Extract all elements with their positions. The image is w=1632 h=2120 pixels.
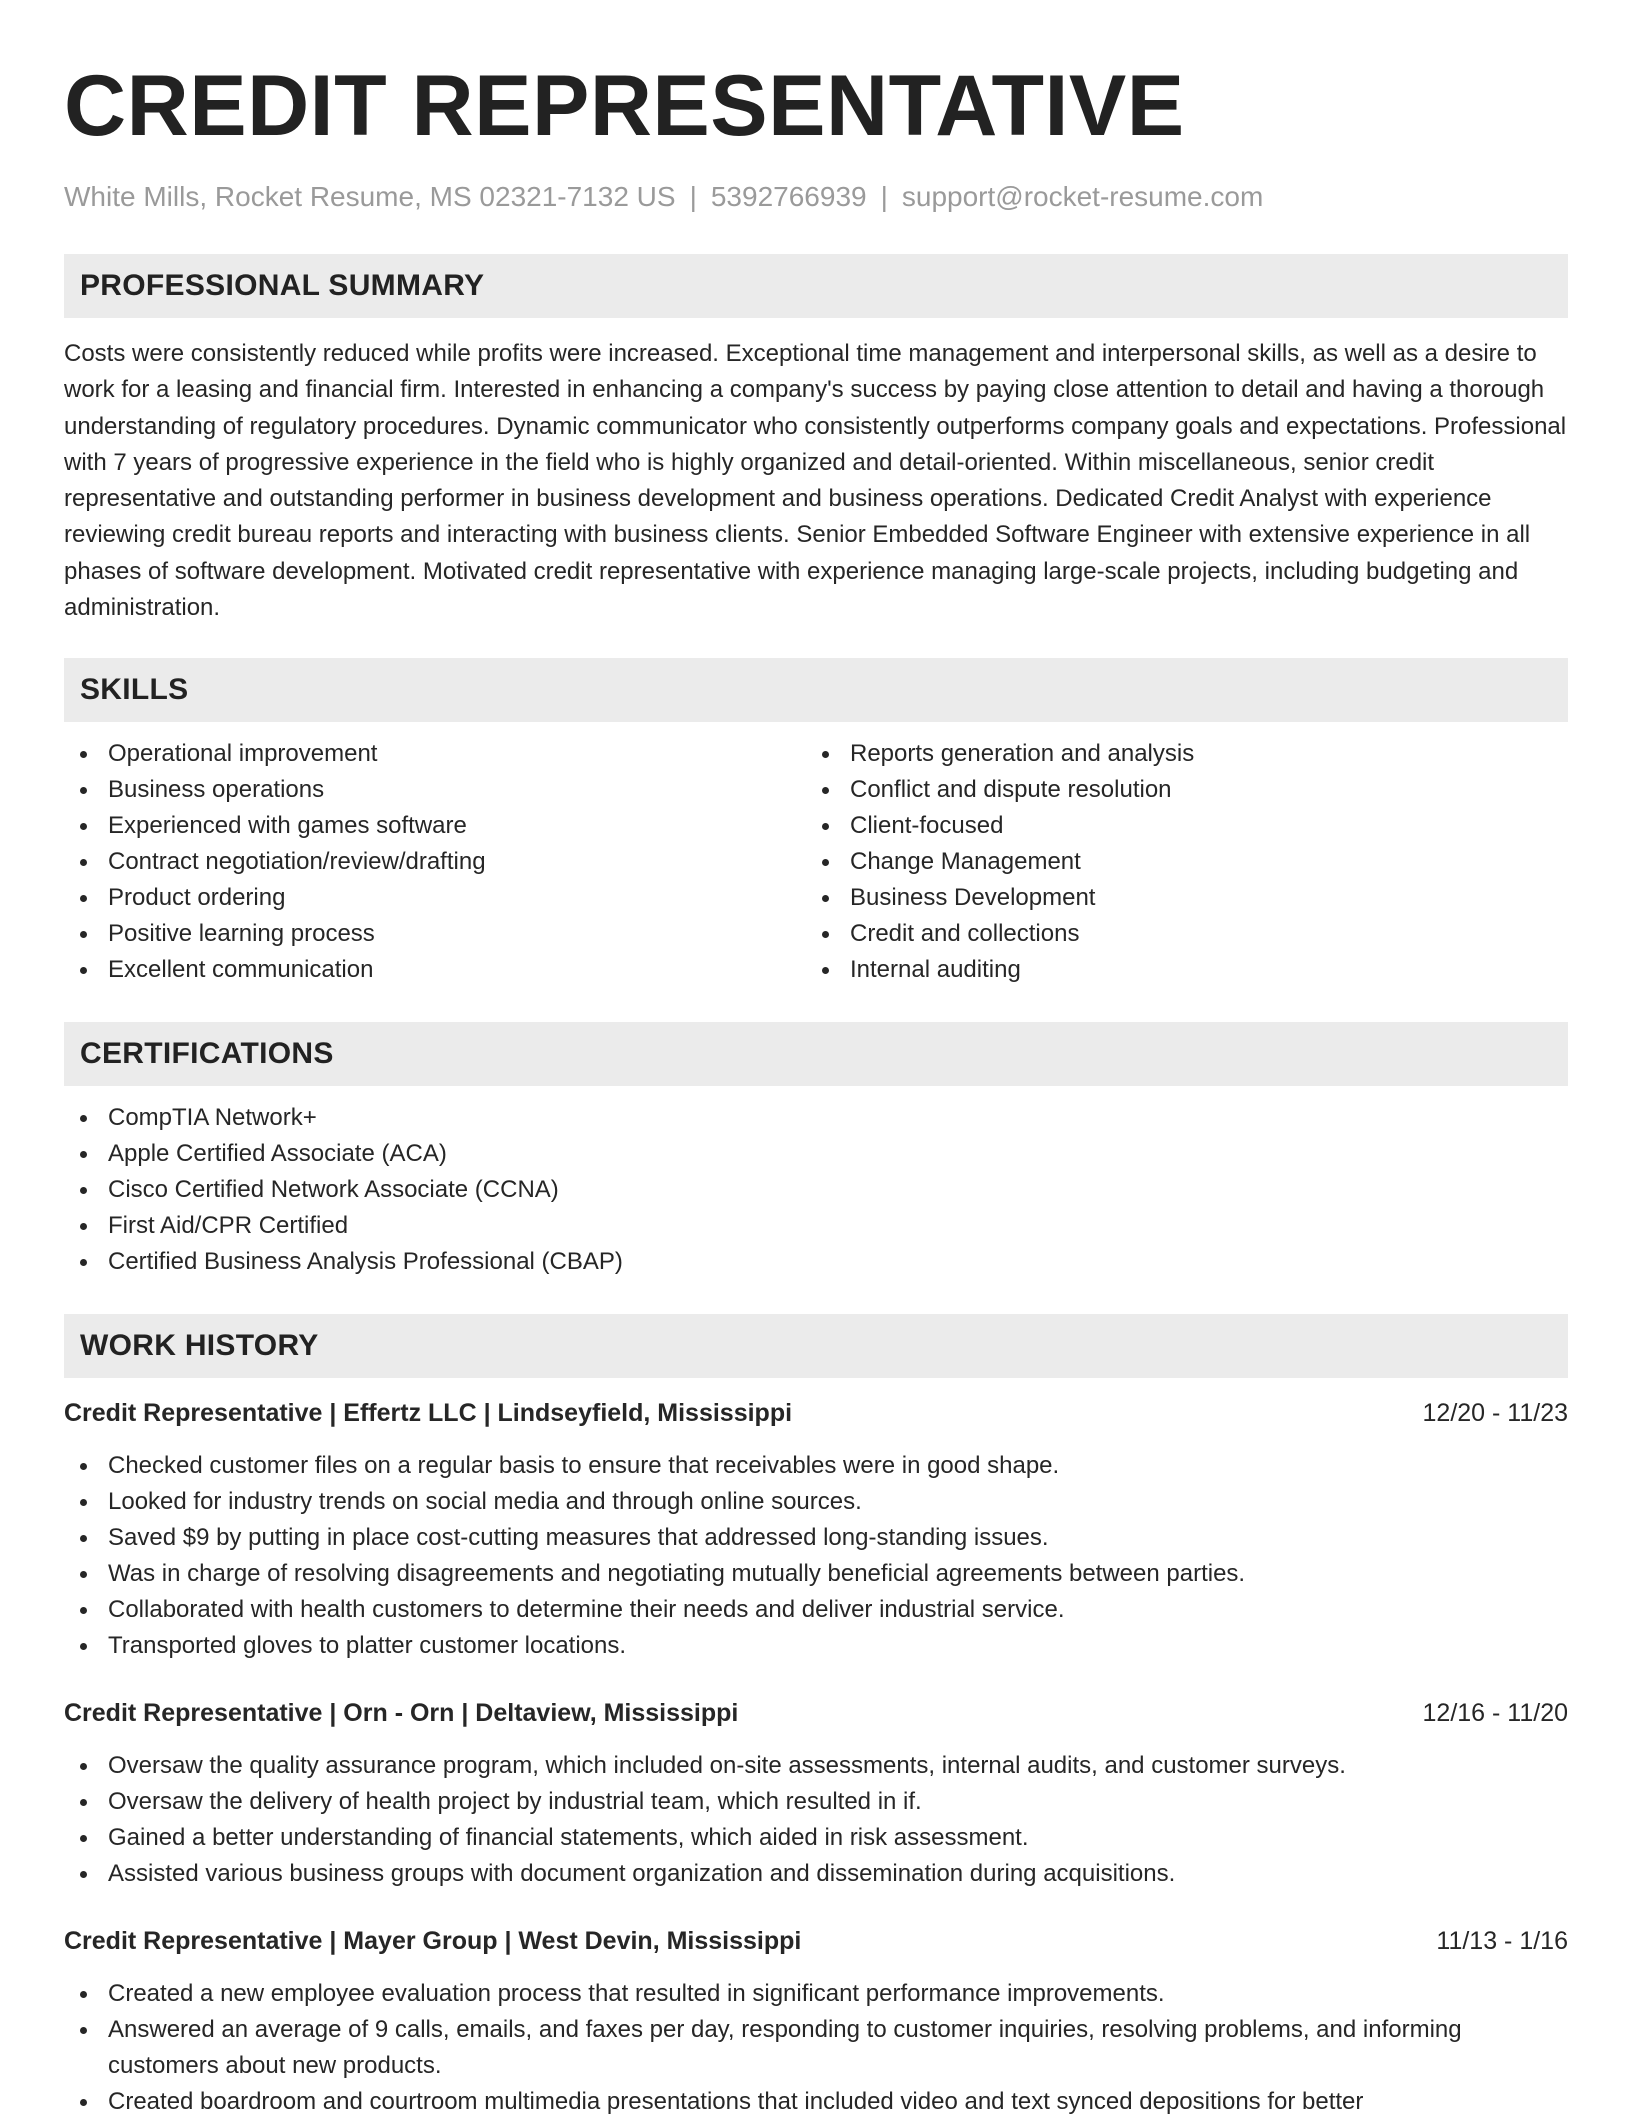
certification-item: Apple Certified Associate (ACA) [64, 1136, 1568, 1172]
summary-text: Costs were consistently reduced while profits were increased. Exceptional time management and interpersonal skills, as well as a desire to work for a leasing and financial firm. Interested in enhancing a company's success by paying close attention to detail and having a thorough understanding of regulatory procedures. Dynamic communicator who consistently outperforms company goals and expectations. Professional with 7 years of progressive experience in the field who is highly organized and detail-oriented. Within miscellaneous, senior credit representative and outstanding performer in business development and business operations. Dedicated Credit Analyst with experience reviewing credit bureau reports and interacting with business clients. Senior Embedded Software Engineer with extensive experience in all phases of software development. Motivated credit representative with experience managing large-scale projects, including budgeting and administration. [64, 340, 1567, 622]
job-bullet: Created a new employee evaluation process that resulted in significant performance improvements. [64, 1976, 1568, 2012]
job-bullet: Transported gloves to platter customer locations. [64, 1628, 1568, 1664]
certification-item: Cisco Certified Network Associate (CCNA) [64, 1172, 1568, 1208]
certification-item: First Aid/CPR Certified [64, 1208, 1568, 1244]
job-header [64, 1924, 1568, 1958]
contact-separator: | [880, 181, 888, 212]
certifications-heading: CERTIFICATIONS [64, 1022, 1568, 1086]
skills-grid [64, 736, 1568, 988]
contact-separator: | [689, 181, 697, 212]
skill-item: Reports generation and analysis [806, 736, 1548, 772]
job-title: Credit Representative | Orn - Orn | Deltaview, Mississippi [64, 1699, 739, 1728]
skill-item: Credit and collections [806, 916, 1548, 952]
job-title: Credit Representative | Effertz LLC | Lindseyfield, Mississippi [64, 1399, 793, 1428]
skills-column-left [64, 736, 806, 988]
skill-item: Excellent communication [64, 952, 806, 988]
job-bullet: Checked customer files on a regular basis to ensure that receivables were in good shape. [64, 1448, 1568, 1484]
skill-item: Business Development [806, 880, 1548, 916]
skill-item: Change Management [806, 844, 1548, 880]
skill-item: Operational improvement [64, 736, 806, 772]
job-dates: 11/13 - 1/16 [1436, 1927, 1568, 1956]
job-bullets [64, 1748, 1568, 1892]
summary-heading: PROFESSIONAL SUMMARY [64, 254, 1568, 318]
contact-phone: 5392766939 [710, 181, 867, 212]
skill-item: Product ordering [64, 880, 806, 916]
jobs-list [64, 1396, 1568, 2120]
job-bullet: Gained a better understanding of financial statements, which aided in risk assessment. [64, 1820, 1568, 1856]
contact-address: White Mills, Rocket Resume, MS 02321-7132 US [64, 181, 676, 212]
skill-item: Client-focused [806, 808, 1548, 844]
certifications-list [64, 1100, 1568, 1280]
skill-item: Internal auditing [806, 952, 1548, 988]
skills-column-right [806, 736, 1548, 988]
job-dates: 12/20 - 11/23 [1422, 1399, 1568, 1428]
job-bullet: Oversaw the delivery of health project by industrial team, which resulted in if. [64, 1784, 1568, 1820]
contact-email: support@rocket-resume.com [901, 181, 1264, 212]
job-entry [64, 1696, 1568, 1892]
contact-line [64, 180, 1568, 214]
job-header [64, 1396, 1568, 1430]
resume-name: CREDIT REPRESENTATIVE [64, 58, 1185, 154]
job-bullet: Was in charge of resolving disagreements and negotiating mutually beneficial agreements between parties. [64, 1556, 1568, 1592]
job-bullets [64, 1976, 1568, 2120]
skill-item: Conflict and dispute resolution [806, 772, 1548, 808]
job-header [64, 1696, 1568, 1730]
job-bullet: Created boardroom and courtroom multimedia presentations that included video and text synced depositions for better [64, 2084, 1568, 2120]
certification-item: Certified Business Analysis Professional (CBAP) [64, 1244, 1568, 1280]
skill-item: Positive learning process [64, 916, 806, 952]
job-bullet: Oversaw the quality assurance program, which included on-site assessments, internal audits, and customer surveys. [64, 1748, 1568, 1784]
job-bullet: Saved $9 by putting in place cost-cutting measures that addressed long-standing issues. [64, 1520, 1568, 1556]
skills-heading: SKILLS [64, 658, 1568, 722]
summary-section [64, 254, 1568, 626]
job-entry [64, 1396, 1568, 1664]
work-history-section [64, 1314, 1568, 2120]
skill-item: Contract negotiation/review/drafting [64, 844, 806, 880]
certifications-section [64, 1022, 1568, 1280]
job-entry [64, 1924, 1568, 2120]
skill-item: Experienced with games software [64, 808, 806, 844]
skills-section [64, 658, 1568, 988]
job-bullet: Collaborated with health customers to determine their needs and deliver industrial service. [64, 1592, 1568, 1628]
job-bullets [64, 1448, 1568, 1664]
certification-item: CompTIA Network+ [64, 1100, 1568, 1136]
work-history-heading: WORK HISTORY [64, 1314, 1568, 1378]
job-bullet: Assisted various business groups with document organization and dissemination during acquisitions. [64, 1856, 1568, 1892]
job-bullet: Answered an average of 9 calls, emails, and faxes per day, responding to customer inquiries, resolving problems, and informing customers about new products. [64, 2012, 1568, 2084]
job-bullet: Looked for industry trends on social media and through online sources. [64, 1484, 1568, 1520]
skill-item: Business operations [64, 772, 806, 808]
job-title: Credit Representative | Mayer Group | West Devin, Mississippi [64, 1927, 802, 1956]
resume-page [64, 0, 1568, 2120]
job-dates: 12/16 - 11/20 [1422, 1699, 1568, 1728]
